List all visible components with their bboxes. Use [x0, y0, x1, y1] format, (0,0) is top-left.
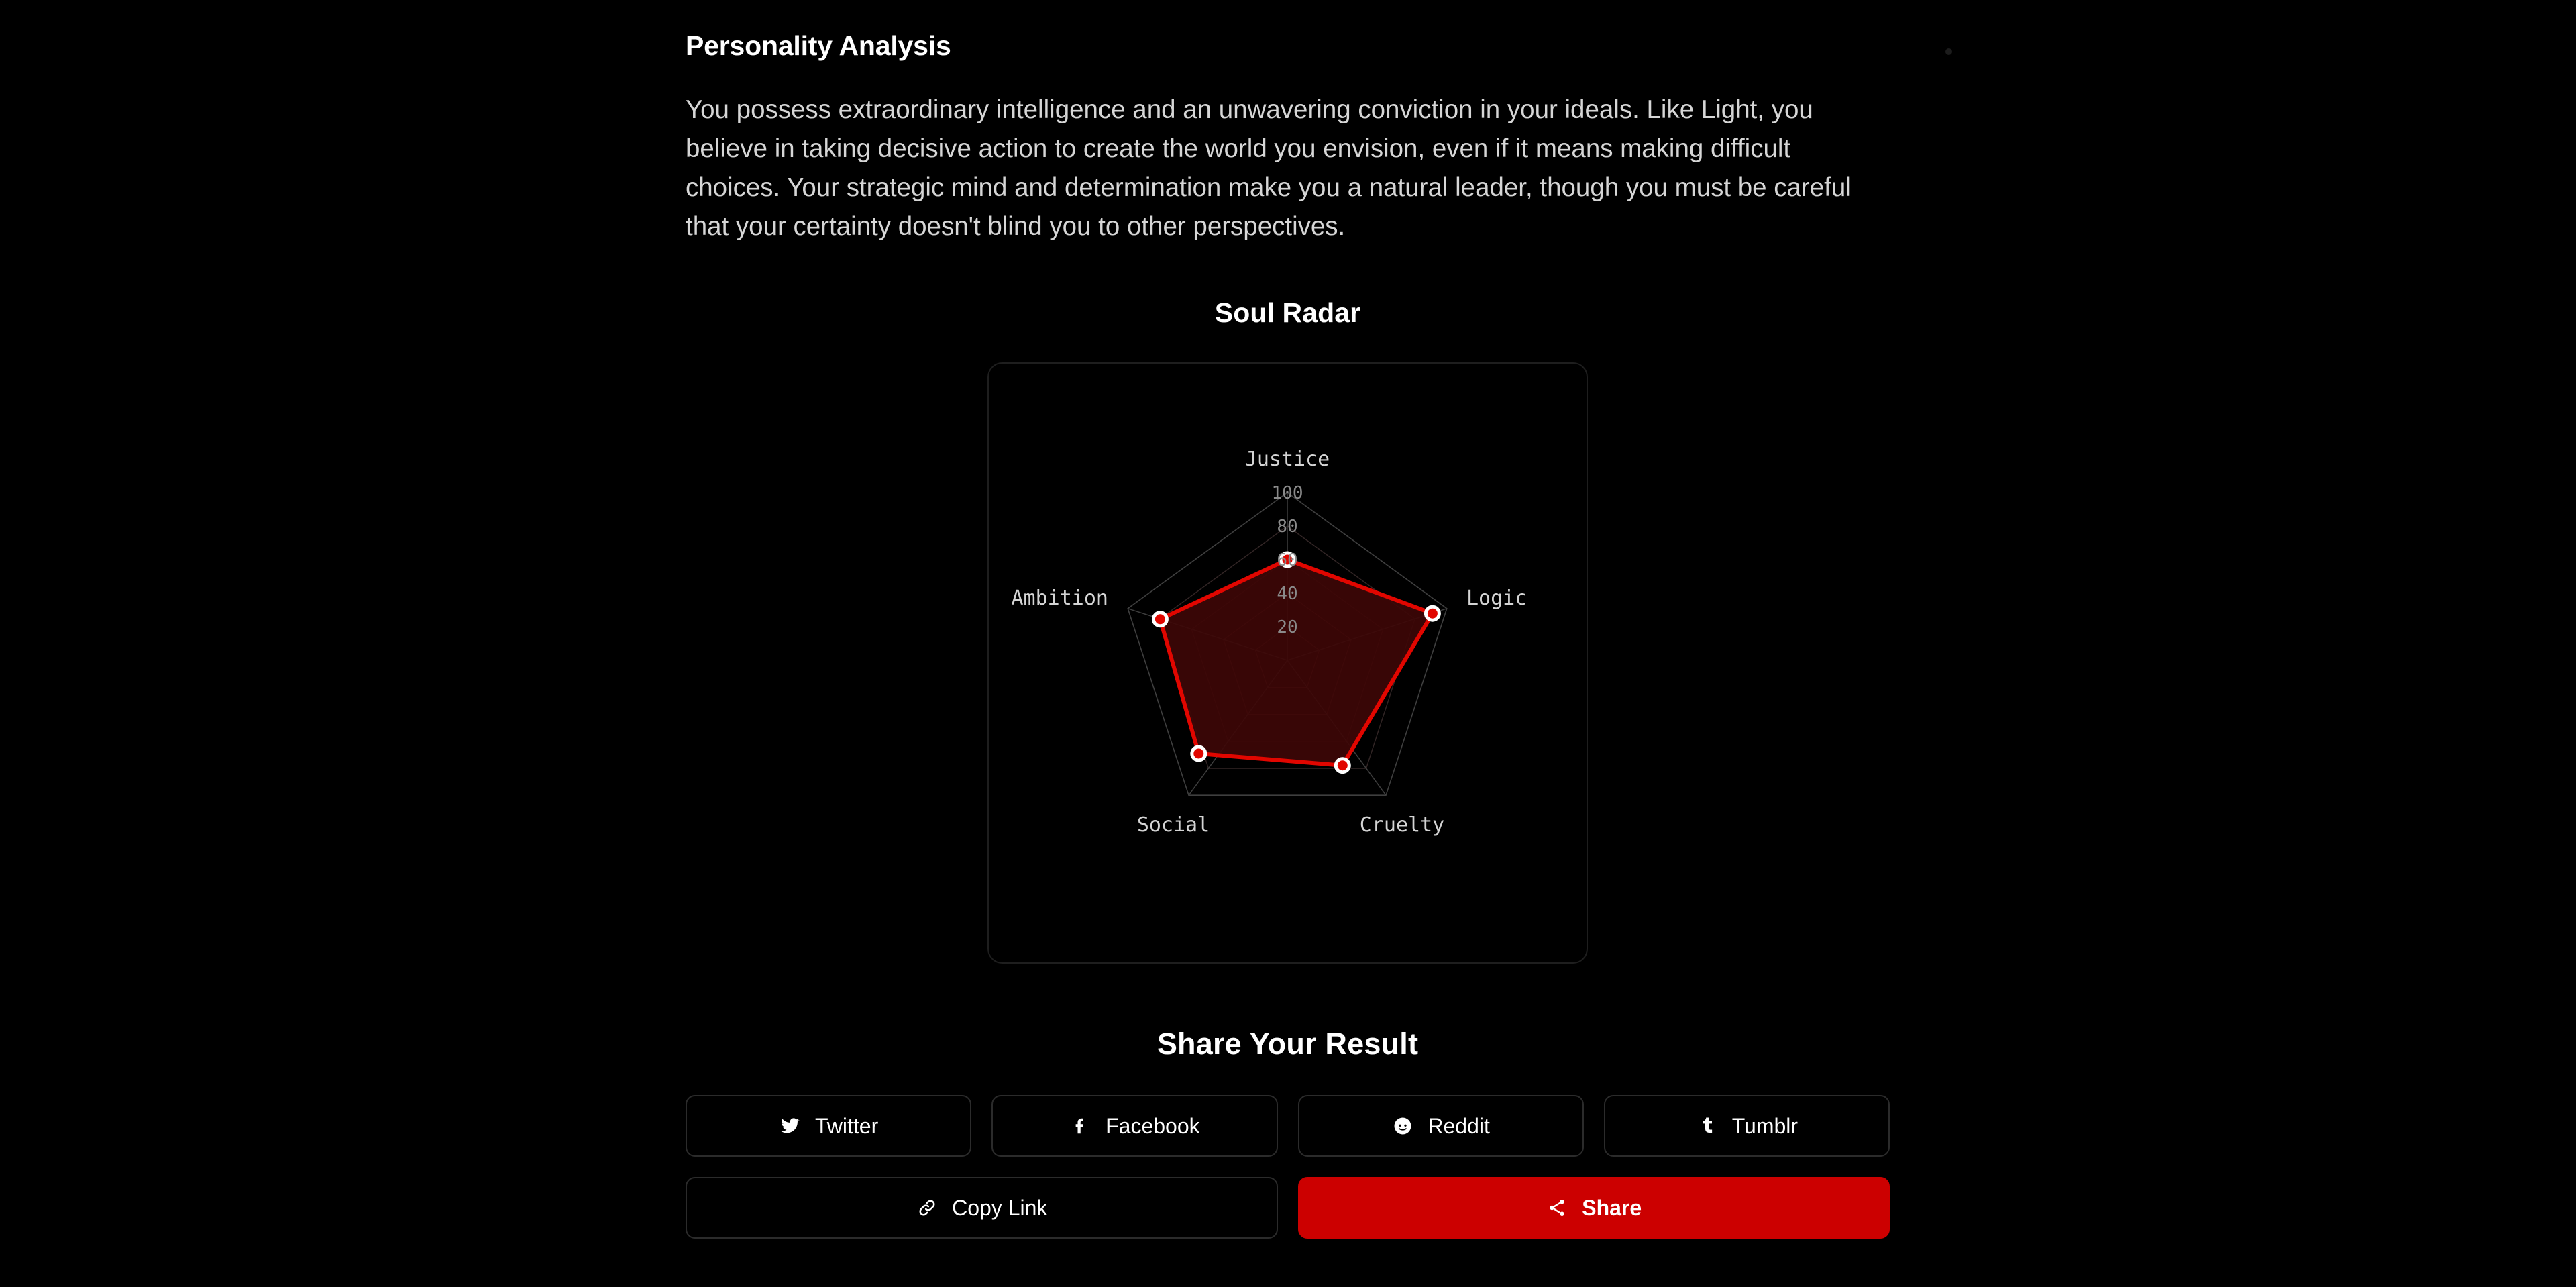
link-icon [916, 1196, 938, 1219]
share-reddit-button[interactable] [1298, 1095, 1584, 1157]
content-column [686, 0, 1890, 1239]
share-tumblr-label: Tumblr [1731, 1114, 1799, 1139]
radar-chart-container [987, 362, 1588, 964]
share-twitter-button[interactable] [686, 1095, 971, 1157]
share-buttons-row [686, 1095, 1890, 1157]
share-actions-row [686, 1177, 1890, 1239]
radar-axis-label-social: Social [1136, 813, 1210, 837]
corner-dot-icon [1945, 48, 1952, 55]
radar-tick-label: 40 [1277, 584, 1298, 605]
page-title: Personality Analysis [686, 30, 951, 61]
radar-tick-label: 20 [1277, 617, 1298, 638]
native-share-label: Share [1582, 1196, 1642, 1221]
personality-analysis-section [686, 0, 1890, 246]
soul-radar-title: Soul Radar [1214, 297, 1361, 329]
share-tumblr-button[interactable] [1604, 1095, 1890, 1157]
tumblr-icon [1696, 1115, 1719, 1137]
share-section [686, 1027, 1890, 1239]
twitter-icon [779, 1115, 802, 1137]
share-reddit-label: Reddit [1428, 1114, 1490, 1139]
personality-analysis-text: You possess extraordinary intelligence and an unwavering conviction in your ideals. Like Light, you believe in taking decisive action to create the world you envision, even if it means making difficult choices. Your strategic mind and determination make you a natural leader, though you must be careful that your certainty doesn't blind you to other perspectives. [686, 95, 1851, 242]
copy-link-button[interactable] [686, 1177, 1278, 1239]
radar-tick-label: 60 [1277, 550, 1298, 571]
share-facebook-button[interactable] [991, 1095, 1277, 1157]
native-share-button[interactable] [1298, 1177, 1890, 1239]
radar-tick-label: 100 [1271, 483, 1303, 504]
radar-chart [989, 364, 1587, 962]
share-nodes-icon [1546, 1196, 1568, 1219]
radar-axis-label-cruelty: Cruelty [1359, 813, 1445, 837]
soul-radar-section [686, 297, 1890, 964]
share-facebook-label: Facebook [1106, 1114, 1200, 1139]
radar-axis-label-justice: Justice [1244, 448, 1330, 472]
radar-tick-label: 80 [1277, 517, 1298, 537]
copy-link-label: Copy Link [952, 1196, 1048, 1221]
share-section-title: Share Your Result [1157, 1027, 1419, 1062]
reddit-icon [1391, 1115, 1414, 1137]
share-twitter-label: Twitter [815, 1114, 879, 1139]
radar-axis-label-ambition: Ambition [1011, 586, 1108, 611]
radar-axis-label-logic: Logic [1466, 586, 1527, 611]
facebook-icon [1069, 1115, 1092, 1137]
